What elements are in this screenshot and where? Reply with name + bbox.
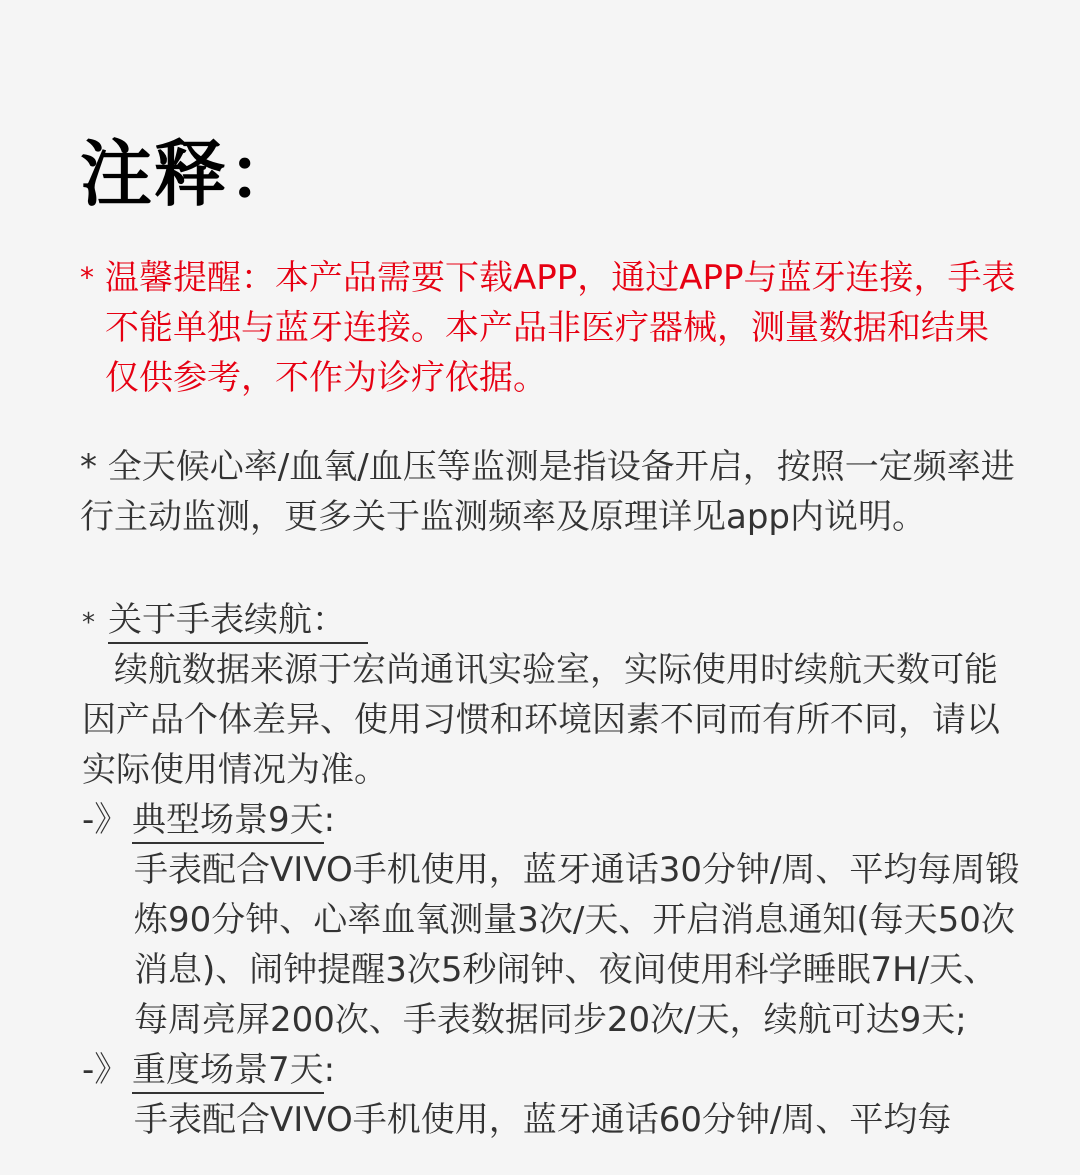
scenario-title-line: [82, 795, 1022, 845]
page-title: 注释：: [80, 132, 303, 216]
scenario-title: 典型场景9天: [132, 798, 324, 844]
battery-life-section: [82, 595, 1022, 1145]
scenario-typical: [82, 795, 1022, 1045]
battery-heading-line: [82, 595, 1022, 645]
battery-star: *: [82, 608, 95, 638]
scenario-colon: :: [323, 800, 336, 840]
warm-reminder-note: [80, 253, 1020, 403]
battery-heading: 关于手表续航：: [108, 598, 368, 644]
scenario-title-line: [82, 1045, 1022, 1095]
battery-intro: 续航数据来源于宏尚通讯实验室，实际使用时续航天数可能因产品个体差异、使用习惯和环境因素不同而有所不同，请以实际使用情况为准。: [82, 650, 1000, 790]
arrow-marker: -》: [82, 1050, 129, 1090]
monitoring-note: * 全天候心率/血氧/血压等监测是指设备开启，按照一定频率进行主动监测，更多关于监测频率及原理详见app内说明。: [80, 447, 1015, 537]
scenario-title: 重度场景7天: [132, 1048, 324, 1094]
scenario-colon: :: [323, 1050, 336, 1090]
scenario-heavy: [82, 1045, 1022, 1145]
scenario-body: 手表配合VIVO手机使用，蓝牙通话60分钟/周、平均每: [134, 1100, 952, 1140]
warm-reminder-text: 温馨提醒：本产品需要下载APP，通过APP与蓝牙连接，手表不能单独与蓝牙连接。本产品非医疗器械，测量数据和结果仅供参考，不作为诊疗依据。: [105, 258, 1016, 398]
scenario-body: 手表配合VIVO手机使用，蓝牙通话30分钟/周、平均每周锻炼90分钟、心率血氧测量3次/天、开启消息通知(每天50次消息)、闹钟提醒3次5秒闹钟、夜间使用科学睡眠7H/天、每周亮屏200次、手表数据同步20次/天，续航可达9天;: [134, 850, 1020, 1040]
note-star: *: [80, 261, 94, 294]
arrow-marker: -》: [82, 800, 129, 840]
